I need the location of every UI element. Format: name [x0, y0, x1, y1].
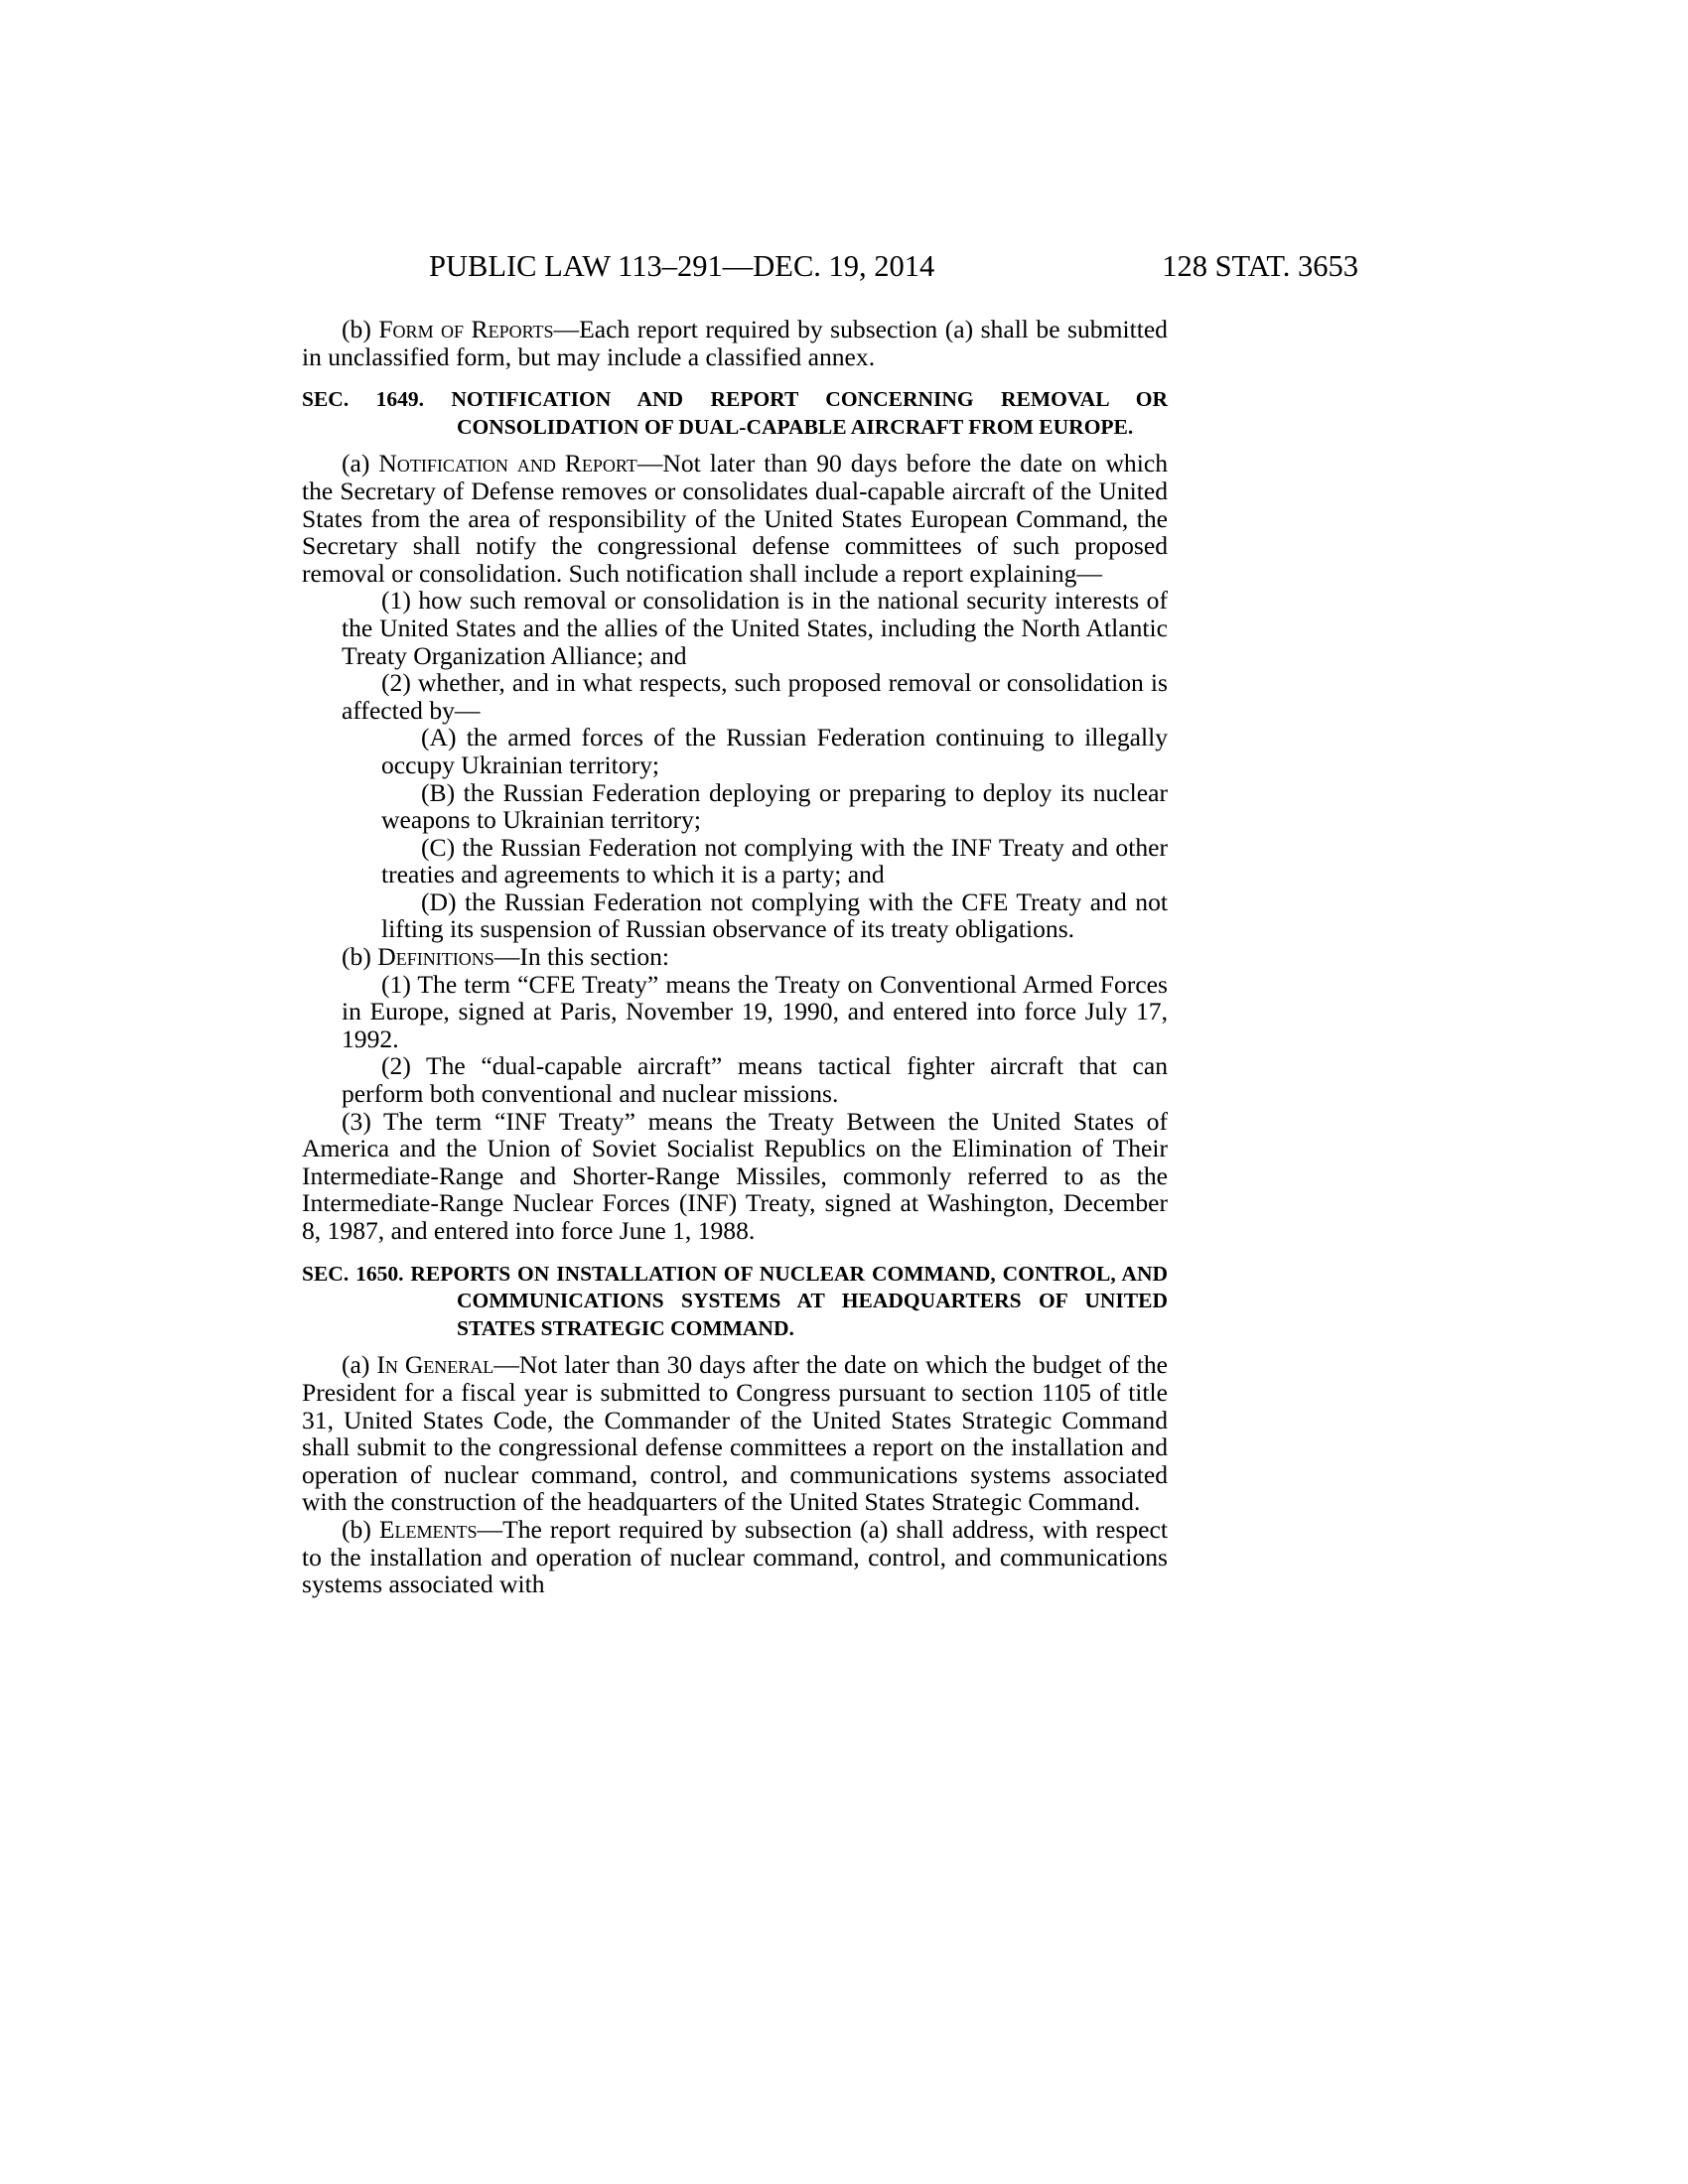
section-1649-heading: SEC. 1649. NOTIFICATION AND REPORT CONCERNING REMOVAL OR CONSOLIDATION OF DUAL-CAPABLE AIRCRAFT FROM EUROPE. — [302, 387, 1168, 439]
subsection-heading: In General — [376, 1350, 494, 1380]
sec1649-definition-b3: (3) The term “INF Treaty” means the Treaty Between the United States of America and the Union of Soviet Socialist Republics on the Elimination of Their Intermediate-Range and Shorter-Range Missiles, commonly referred to as the Intermediate-Range Nuclear Forces (INF) Treaty, signed at Washington, December 8, 1987, and entered into force June 1, 1988. — [302, 1106, 1168, 1245]
sec1649-paragraph-a1: (1) how such removal or consolidation is in the national security interests of the United States and the allies of the United States, including the North Atlantic Treaty Organization Alliance; and — [342, 586, 1168, 670]
subsection-text: —Each report required by subsection (a) shall be submitted in unclassified form, but may include a classified annex. — [302, 315, 1168, 371]
running-head-title: PUBLIC LAW 113–291—DEC. 19, 2014 — [429, 249, 935, 283]
sec1649-subsection-a — [302, 450, 1168, 587]
sec1649-subparagraph-a2B: (B) the Russian Federation deploying or preparing to deploy its nuclear weapons to Ukrainian territory; — [381, 777, 1168, 835]
subsection-enum: (a) — [342, 449, 370, 478]
subsection-heading: Definitions — [377, 942, 494, 972]
subsection-form-of-reports — [302, 316, 1168, 370]
page-body — [302, 316, 1168, 1598]
sec1649-subparagraph-a2D: (D) the Russian Federation not complying with the CFE Treaty and not lifting its suspension of Russian observance of its treaty obligations. — [381, 887, 1168, 944]
subsection-enum: (b) — [342, 315, 371, 343]
running-header — [302, 246, 1358, 286]
subsection-text: —Not later than 30 days after the date on which the budget of the President for a fiscal year is submitted to Congress pursuant to section 1105 of title 31, United States Code, the Commander of the United States Strategic Command shall submit to the congressional defense committees a report on the installation and operation of nuclear command, control, and communications systems associated with the construction of the headquarters of the United States Strategic Command. — [302, 1350, 1168, 1517]
subsection-text: —In this section: — [493, 942, 670, 972]
subsection-heading: Notification and Report — [378, 449, 637, 478]
sec1649-paragraph-a2: (2) whether, and in what respects, such proposed removal or consolidation is affected by— — [342, 668, 1168, 725]
sec1649-subparagraph-a2C: (C) the Russian Federation not complying with the INF Treaty and other treaties and agreements to which it is a party; and — [381, 832, 1168, 889]
subsection-text: —Not later than 90 days before the date on which the Secretary of Defense removes or consolidates dual-capable aircraft of the United States from the area of responsibility of the United States European Command, the Secretary shall notify the congressional defense committees of such proposed removal or consolidation. Such notification shall include a report explaining— — [302, 449, 1168, 588]
subsection-enum: (a) — [342, 1350, 370, 1380]
sec1649-definition-b2: (2) The “dual-capable aircraft” means tactical fighter aircraft that can perform both conventional and nuclear missions. — [342, 1051, 1168, 1109]
sec1650-subsection-b — [302, 1516, 1168, 1598]
subsection-text: —The report required by subsection (a) shall address, with respect to the installation and operation of nuclear command, control, and communications systems associated with — [302, 1514, 1168, 1599]
subsection-enum: (b) — [342, 1514, 371, 1544]
sec1649-subsection-b — [302, 943, 1168, 971]
statute-page-number: 128 STAT. 3653 — [1162, 249, 1358, 283]
subsection-enum: (b) — [342, 942, 371, 972]
sec1649-definition-b1: (1) The term “CFE Treaty” means the Treaty on Conventional Armed Forces in Europe, signed at Paris, November 19, 1990, and entered into force July 17, 1992. — [342, 969, 1168, 1053]
subsection-heading: Elements — [378, 1514, 478, 1544]
section-1650-heading: SEC. 1650. REPORTS ON INSTALLATION OF NUCLEAR COMMAND, CONTROL, AND COMMUNICATIONS SYSTEMS AT HEADQUARTERS OF UNITED STATES STRATEGIC COMMAND. — [302, 1261, 1168, 1340]
subsection-heading: Form of Reports — [378, 315, 554, 343]
sec1649-subparagraph-a2A: (A) the armed forces of the Russian Federation continuing to illegally occupy Ukrainian territory; — [381, 723, 1168, 779]
sec1650-subsection-a — [302, 1351, 1168, 1516]
